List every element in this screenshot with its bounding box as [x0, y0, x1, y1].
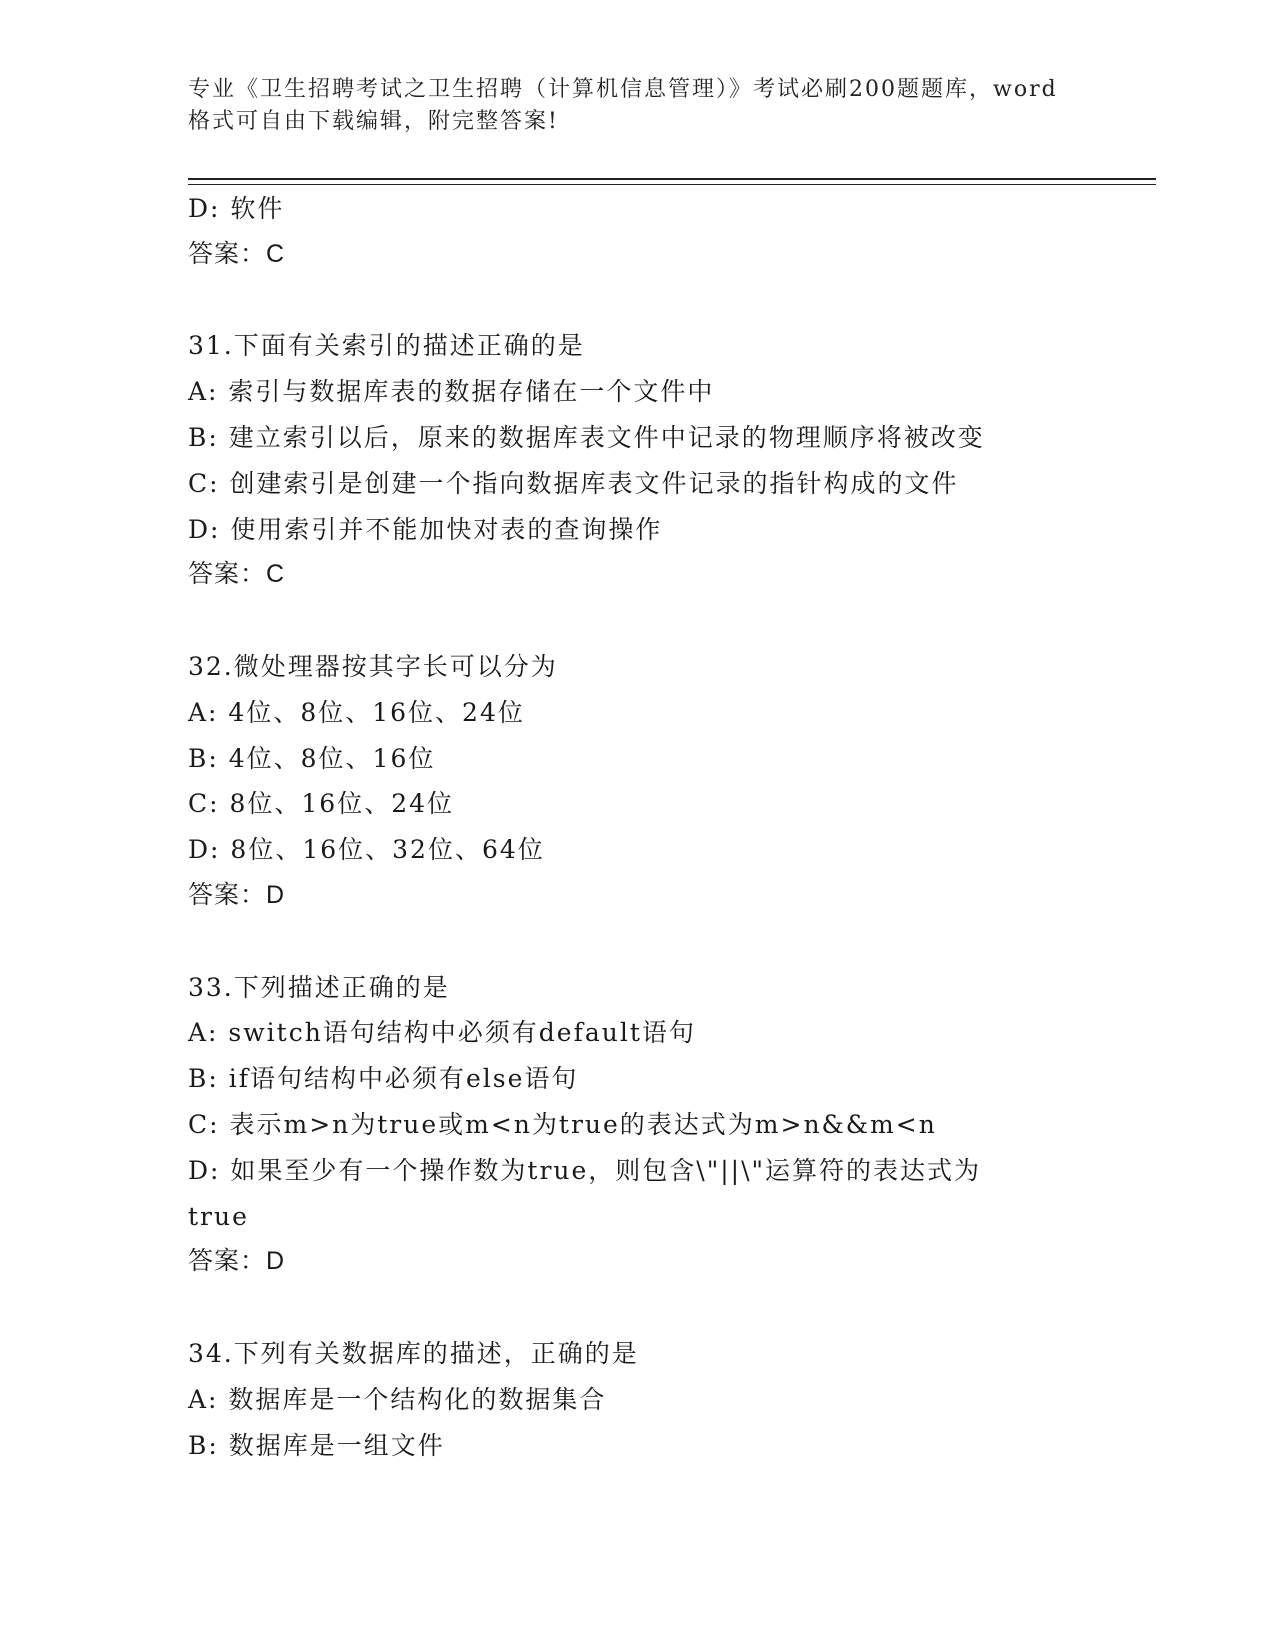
option-d: D: 使用索引并不能加快对表的查询操作: [188, 514, 663, 544]
question-stem: 31.下面有关索引的描述正确的是: [188, 331, 585, 361]
question-34: [188, 1331, 1148, 1468]
header-title-line-1: 专业《卫生招聘考试之卫生招聘（计算机信息管理）》考试必刷200题题库，word: [188, 77, 1058, 102]
option-a: A: switch语句结构中必须有default语句: [188, 1018, 696, 1048]
document-body: [188, 186, 1148, 1468]
option-a: A: 索引与数据库表的数据存储在一个文件中: [188, 377, 715, 407]
question-stem: 32.微处理器按其字长可以分为: [188, 651, 558, 681]
answer-line: 答案：C: [188, 560, 286, 589]
option-d: D: 如果至少有一个操作数为true，则包含\"||\"运算符的表达式为true: [188, 1155, 981, 1231]
answer-line: 答案：C: [188, 239, 286, 268]
question-32: [188, 644, 1148, 919]
option-a: A: 数据库是一个结构化的数据集合: [188, 1384, 607, 1414]
question-stem: 33.下列描述正确的是: [188, 972, 450, 1002]
option-b: B: 4位、8位、16位: [188, 743, 436, 773]
option-d: D: 8位、16位、32位、64位: [188, 835, 545, 865]
option-c: C: 8位、16位、24位: [188, 789, 455, 819]
answer-line: 答案：D: [188, 880, 286, 909]
option-a: A: 4位、8位、16位、24位: [188, 697, 525, 727]
option-c: C: 表示m>n为true或m<n为true的表达式为m>n&&m<n: [188, 1109, 937, 1139]
option-b: B: if语句结构中必须有else语句: [188, 1064, 579, 1094]
option-c: C: 创建索引是创建一个指向数据库表文件记录的指针构成的文件: [188, 468, 959, 498]
header-divider: [188, 178, 1156, 185]
question-31: [188, 323, 1148, 598]
header-title-line-2: 格式可自由下载编辑，附完整答案!: [188, 109, 559, 134]
question-33: [188, 965, 1148, 1286]
option-b: B: 建立索引以后，原来的数据库表文件中记录的物理顺序将被改变: [188, 422, 985, 452]
question-fragment: [188, 186, 1148, 278]
page-header: [188, 74, 1088, 138]
question-stem: 34.下列有关数据库的描述，正确的是: [188, 1338, 639, 1368]
option-d: D: 软件: [188, 194, 285, 223]
option-b: B: 数据库是一组文件: [188, 1430, 445, 1460]
answer-line: 答案：D: [188, 1247, 286, 1276]
